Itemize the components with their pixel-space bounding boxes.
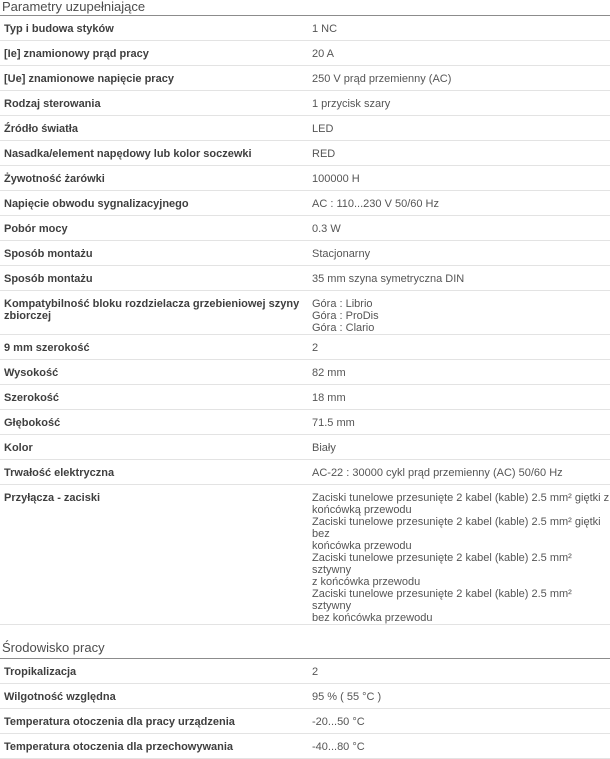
spec-value-line: Góra : ProDis: [312, 310, 610, 322]
spec-label: Sposób montażu: [0, 265, 309, 290]
spec-value: [309, 40, 610, 65]
spec-row: [0, 484, 610, 624]
spec-row: [0, 434, 610, 459]
spec-value-line: Zaciski tunelowe przesunięte 2 kabel (kable) 2.5 mm² giętki bez: [312, 516, 610, 540]
spec-row: [0, 684, 610, 709]
spec-row: [0, 265, 610, 290]
spec-value: [309, 434, 610, 459]
spec-label: 9 mm szerokość: [0, 334, 309, 359]
spec-value-line: 95 % ( 55 °C ): [312, 691, 610, 703]
spec-value: [309, 709, 610, 734]
spec-value-line: 82 mm: [312, 367, 610, 379]
spec-row: [0, 16, 610, 40]
spec-value-line: Biały: [312, 442, 610, 454]
spec-table: [0, 16, 610, 625]
spec-label: [Ie] znamionowy prąd pracy: [0, 40, 309, 65]
spec-table: [0, 659, 610, 759]
spec-value: [309, 334, 610, 359]
spec-row: [0, 359, 610, 384]
spec-value: [309, 265, 610, 290]
spec-value-line: RED: [312, 148, 610, 160]
spec-value-line: bez końcówka przewodu: [312, 612, 610, 624]
spec-row: [0, 165, 610, 190]
spec-label: Żywotność żarówki: [0, 165, 309, 190]
spec-label: Przyłącza - zaciski: [0, 484, 309, 624]
spec-label: Temperatura otoczenia dla przechowywania: [0, 734, 309, 759]
spec-value-line: z końcówka przewodu: [312, 576, 610, 588]
spec-value-line: 1 przycisk szary: [312, 98, 610, 110]
spec-row: [0, 334, 610, 359]
spec-value: [309, 190, 610, 215]
spec-value: [309, 659, 610, 684]
spec-value-line: 2: [312, 342, 610, 354]
spec-value: [309, 65, 610, 90]
spec-value: [309, 215, 610, 240]
spec-value-line: 1 NC: [312, 23, 610, 35]
spec-value-line: 250 V prąd przemienny (AC): [312, 73, 610, 85]
spec-value-line: 0.3 W: [312, 223, 610, 235]
spec-label: Rodzaj sterowania: [0, 90, 309, 115]
spec-value: [309, 240, 610, 265]
spec-label: Wysokość: [0, 359, 309, 384]
spec-value-line: 18 mm: [312, 392, 610, 404]
spec-value-line: 71.5 mm: [312, 417, 610, 429]
spec-label: Głębokość: [0, 409, 309, 434]
spec-label: [Ue] znamionowe napięcie pracy: [0, 65, 309, 90]
spec-label: Napięcie obwodu sygnalizacyjnego: [0, 190, 309, 215]
spec-value-line: końcówką przewodu: [312, 504, 610, 516]
spec-row: [0, 40, 610, 65]
spec-value: [309, 165, 610, 190]
spec-label: Temperatura otoczenia dla pracy urządzenia: [0, 709, 309, 734]
spec-row: [0, 734, 610, 759]
spec-label: Wilgotność względna: [0, 684, 309, 709]
spec-row: [0, 384, 610, 409]
spec-label: Kolor: [0, 434, 309, 459]
spec-value: [309, 734, 610, 759]
spec-value-line: -40...80 °C: [312, 741, 610, 753]
spec-label: Trwałość elektryczna: [0, 459, 309, 484]
spec-value-line: Zaciski tunelowe przesunięte 2 kabel (kable) 2.5 mm² sztywny: [312, 588, 610, 612]
spec-label: Szerokość: [0, 384, 309, 409]
spec-row: [0, 240, 610, 265]
spec-row: [0, 140, 610, 165]
spec-row: [0, 215, 610, 240]
spec-row: [0, 409, 610, 434]
spec-value-line: 35 mm szyna symetryczna DIN: [312, 273, 610, 285]
spec-value-line: 2: [312, 666, 610, 678]
spec-value: [309, 140, 610, 165]
spec-row: [0, 709, 610, 734]
spec-value-line: 100000 H: [312, 173, 610, 185]
spec-row: [0, 659, 610, 684]
spec-value: [309, 484, 610, 624]
spec-value-line: -20...50 °C: [312, 716, 610, 728]
spec-value: [309, 459, 610, 484]
spec-value-line: Zaciski tunelowe przesunięte 2 kabel (kable) 2.5 mm² sztywny: [312, 552, 610, 576]
spec-label: Pobór mocy: [0, 215, 309, 240]
spec-value: [309, 16, 610, 40]
spec-value-line: LED: [312, 123, 610, 135]
spec-label: Nasadka/element napędowy lub kolor soczewki: [0, 140, 309, 165]
spec-row: [0, 115, 610, 140]
spec-value: [309, 359, 610, 384]
spec-label: Typ i budowa styków: [0, 16, 309, 40]
spec-row: [0, 90, 610, 115]
spec-value-line: Zaciski tunelowe przesunięte 2 kabel (kable) 2.5 mm² giętki z: [312, 492, 610, 504]
spec-label: Tropikalizacja: [0, 659, 309, 684]
spec-value-line: Stacjonarny: [312, 248, 610, 260]
spec-row: [0, 290, 610, 334]
spec-value-line: AC : 110...230 V 50/60 Hz: [312, 198, 610, 210]
section-title: Środowisko pracy: [0, 640, 610, 659]
spec-value: [309, 115, 610, 140]
spec-value: [309, 290, 610, 334]
spec-value-line: końcówka przewodu: [312, 540, 610, 552]
spec-value-line: Góra : Librio: [312, 298, 610, 310]
spec-value: [309, 684, 610, 709]
spec-value-line: Góra : Clario: [312, 322, 610, 334]
spec-value-line: 20 A: [312, 48, 610, 60]
spec-value: [309, 409, 610, 434]
spec-label: Źródło światła: [0, 115, 309, 140]
spec-value: [309, 90, 610, 115]
spec-label: Sposób montażu: [0, 240, 309, 265]
spec-value: [309, 384, 610, 409]
spec-value-line: AC-22 : 30000 cykl prąd przemienny (AC) 50/60 Hz: [312, 467, 610, 479]
spec-label: Kompatybilność bloku rozdzielacza grzebieniowej szyny zbiorczej: [0, 290, 309, 334]
section-title: Parametry uzupełniające: [0, 0, 610, 16]
spec-row: [0, 65, 610, 90]
spec-row: [0, 190, 610, 215]
spec-row: [0, 459, 610, 484]
